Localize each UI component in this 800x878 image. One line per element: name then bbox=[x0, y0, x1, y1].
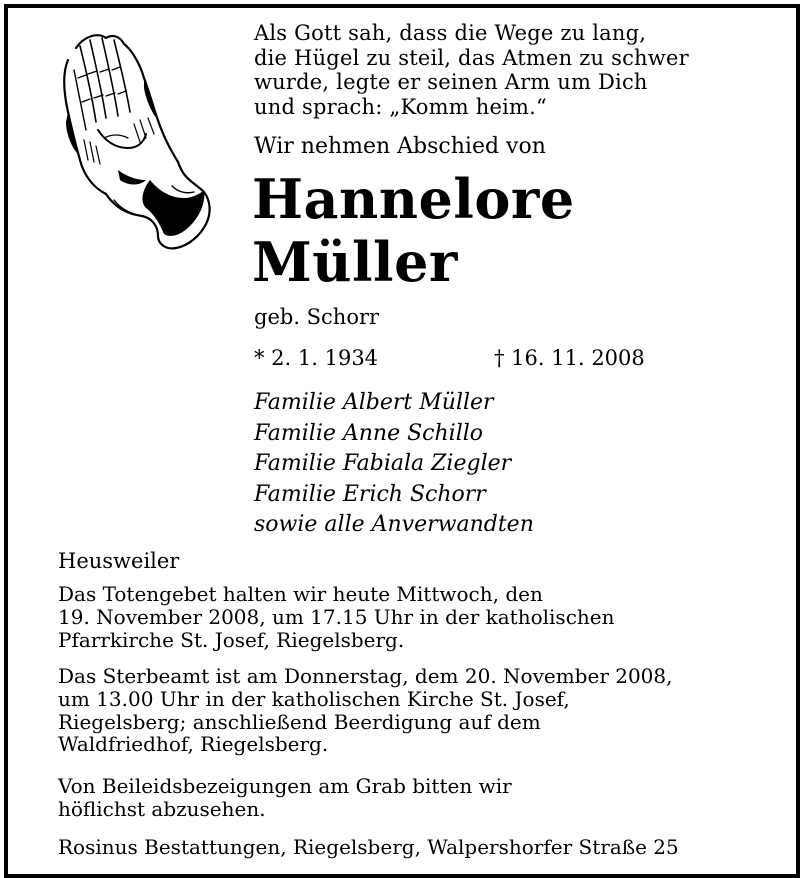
farewell-intro: Wir nehmen Abschied von bbox=[254, 134, 546, 159]
death-date: † 16. 11. 2008 bbox=[494, 346, 645, 370]
poem-line: die Hügel zu steil, das Atmen zu schwer bbox=[254, 45, 689, 70]
mourner: Familie Albert Müller bbox=[254, 390, 494, 415]
poem bbox=[254, 21, 689, 119]
first-name: Hannelore bbox=[252, 167, 575, 231]
poem-line: Als Gott sah, dass die Wege zu lang, bbox=[254, 21, 647, 45]
deceased-name bbox=[252, 168, 575, 294]
last-name: Müller bbox=[252, 230, 458, 294]
poem-line: und sprach: „Komm heim.“ bbox=[254, 94, 547, 119]
mourner: Familie Erich Schorr bbox=[254, 481, 486, 507]
text-line: Rosinus Bestattungen, Riegelsberg, Walpershorfer Straße 25 bbox=[58, 835, 679, 859]
mourner: Familie Fabiala Ziegler bbox=[254, 451, 512, 476]
text-line: Das Totengebet halten wir heute Mittwoch, den bbox=[58, 582, 543, 606]
text-line: Waldfriedhof, Riegelsberg. bbox=[58, 732, 329, 757]
town: Heusweiler bbox=[58, 549, 180, 573]
praying-hands-icon bbox=[54, 30, 214, 252]
birth-date: * 2. 1. 1934 bbox=[254, 346, 379, 370]
undertaker-notice bbox=[58, 836, 679, 859]
requiem-notice bbox=[58, 665, 673, 756]
text-line: Pfarrkirche St. Josef, Riegelsberg. bbox=[58, 627, 405, 652]
text-line: höflichst abzusehen. bbox=[58, 796, 266, 821]
obituary-frame bbox=[4, 4, 800, 878]
condolences-notice bbox=[58, 775, 512, 821]
poem-line: wurde, legte er seinen Arm um Dich bbox=[254, 70, 648, 94]
mourners-list bbox=[254, 388, 534, 541]
prayer-notice bbox=[58, 583, 615, 651]
maiden-name: geb. Schorr bbox=[254, 305, 380, 329]
text-line: Riegelsberg; anschließend Beerdigung auf dem bbox=[58, 709, 541, 734]
text-line: Das Sterbeamt ist am Donnerstag, dem 20. November 2008, bbox=[58, 664, 673, 688]
mourner: Familie Anne Schillo bbox=[254, 420, 484, 446]
text-line: um 13.00 Uhr in der katholischen Kirche St. Josef, bbox=[58, 686, 570, 711]
text-line: Von Beileidsbezeigungen am Grab bitten wir bbox=[58, 774, 512, 798]
text-line: 19. November 2008, um 17.15 Uhr in der katholischen bbox=[58, 604, 615, 629]
mourner: sowie alle Anverwandten bbox=[254, 512, 534, 537]
